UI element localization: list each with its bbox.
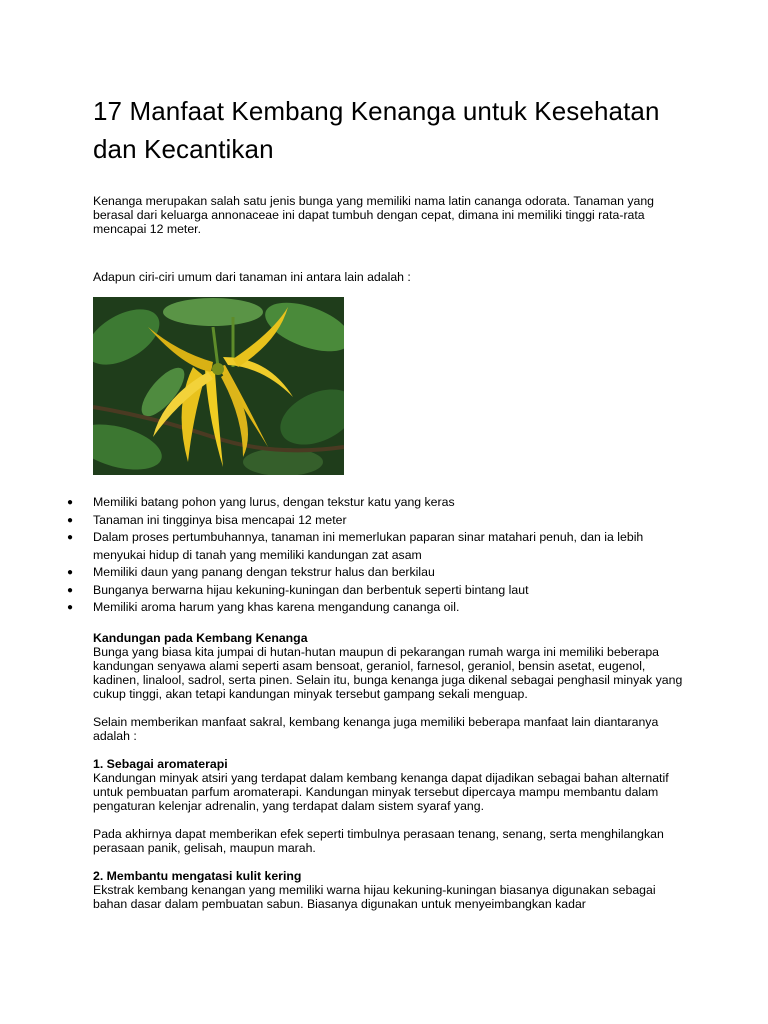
benefit-kulit-kering xyxy=(93,869,683,911)
list-item: ● Memiliki aroma harum yang khas karena mengandung cananga oil. xyxy=(93,599,683,617)
list-item: ● Memiliki batang pohon yang lurus, dengan tekstur katu yang keras xyxy=(93,494,683,512)
kandungan-section xyxy=(93,631,683,701)
kandungan-heading: Kandungan pada Kembang Kenanga xyxy=(93,630,308,645)
benefit-1-heading: 1. Sebagai aromaterapi xyxy=(93,756,228,771)
document-page xyxy=(67,92,683,911)
bullet-icon: ● xyxy=(67,532,74,543)
list-item: ● Dalam proses pertumbuhannya, tanaman ini memerlukan paparan sinar matahari penuh, dan ia lebih menyukai hidup di tanah yang memiliki kandungan zat asam xyxy=(67,530,644,562)
list-item: ● Tanaman ini tingginya bisa mencapai 12 meter xyxy=(93,512,683,530)
list-item: ● Bunganya berwarna hijau kekuning-kuningan dan berbentuk seperti bintang laut xyxy=(93,582,683,600)
benefit-1-body-continued: Pada akhirnya dapat memberikan efek seperti timbulnya perasaan tenang, senang, serta menghilangkan perasaan panik, gelisah, maupun marah. xyxy=(93,826,664,855)
manfaat-intro: Selain memberikan manfaat sakral, kembang kenanga juga memiliki beberapa manfaat lain diantaranya adalah : xyxy=(93,714,659,743)
bullet-icon: ● xyxy=(67,584,74,596)
kandungan-body: Bunga yang biasa kita jumpai di hutan-hutan maupun di pekarangan rumah warga ini memiliki beberapa kandungan senyawa alami seperti asam bensoat, geraniol, farnesol, geraniol, bensin asetat, eugenol, kadinen, linalool, sadrol, serta pinen. Selain itu, bunga kenanga juga dikenal sebagai penghasil minyak yang cukup tinggi, akan tetapi kandungan minyak tersebut gampang sekali menguap. xyxy=(93,644,683,701)
characteristics-list xyxy=(67,494,683,617)
list-item: ● Memiliki daun yang panang dengan tekstrur halus dan berkilau xyxy=(93,564,683,582)
intro-paragraph: Kenanga merupakan salah satu jenis bunga yang memiliki nama latin cananga odorata. Tanaman yang berasal dari keluarga annonaceae ini dapat tumbuh dengan cepat, dimana ini memiliki tinggi rata-rata mencapai 12 meter. xyxy=(93,194,655,236)
bullet-icon: ● xyxy=(67,567,74,578)
benefit-aromaterapi xyxy=(93,757,683,813)
benefit-2-body: Ekstrak kembang kenangan yang memiliki warna hijau kekuning-kuningan biasanya digunakan sebagai bahan dasar dalam pembuatan sabun. Biasanya digunakan untuk menyeimbangkan kadar xyxy=(93,882,656,911)
benefit-2-heading: 2. Membantu mengatasi kulit kering xyxy=(93,868,302,883)
bullet-icon: ● xyxy=(67,602,74,613)
kenanga-flower-photo xyxy=(93,297,344,475)
bullet-icon: ● xyxy=(67,497,74,508)
bullet-icon: ● xyxy=(67,514,74,526)
characteristics-lead: Adapun ciri-ciri umum dari tanaman ini antara lain adalah : xyxy=(93,270,411,284)
article-title: 17 Manfaat Kembang Kenanga untuk Kesehatan dan Kecantikan xyxy=(93,96,660,164)
benefit-1-body: Kandungan minyak atsiri yang terdapat dalam kembang kenanga dapat dijadikan sebagai bahan alternatif untuk pembuatan parfum aromaterapi. Kandungan minyak tersebut dipercaya mampu membantu dalam pengaturan kelenjar adrenalin, yang terdapat dalam sistem syaraf yang. xyxy=(93,770,669,813)
